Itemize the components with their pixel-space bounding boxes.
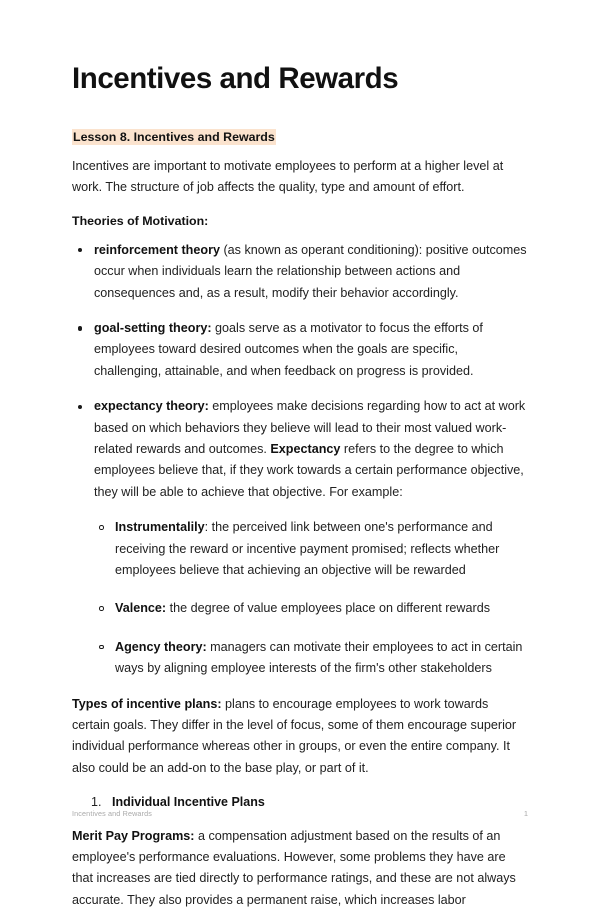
- lesson-heading-highlight: Lesson 8. Incentives and Rewards: [73, 129, 275, 144]
- subitem-body: : the perceived link between one's performance and receiving the reward or incentive payment promised; reflects whether employees believe that achieving an objective will be rewarded: [115, 520, 500, 578]
- merit-pay-body: a compensation adjustment based on the results of an employee's performance evaluations. However, some problems they have are that increases are tied directly to performance ratings, and these are not always accurate. They also provides a permanent raise, which increases labor: [72, 828, 516, 907]
- expectancy-subitem-list: [94, 517, 528, 679]
- theory-term: expectancy theory:: [94, 399, 209, 414]
- footer-page-number: 1: [523, 809, 528, 818]
- list-item: [72, 396, 528, 679]
- subitem-term: Valence:: [115, 601, 167, 616]
- list-item: [94, 637, 528, 680]
- list-item: [94, 517, 528, 581]
- subitem-term: Instrumentalily: [115, 520, 205, 535]
- page-title: Incentives and Rewards: [72, 62, 399, 95]
- theory-body-part2: refers to the degree to which employees believe that, if they work towards a certain performance objective, they will be able to achieve that objective. For example:: [94, 441, 524, 499]
- theory-body-part1: employees make decisions regarding how to act at work based on which behaviors they believe will lead to their most valued work-related rewards and outcomes.: [94, 399, 526, 456]
- lesson-heading: [72, 128, 528, 147]
- theories-list: [72, 240, 528, 680]
- theory-term: reinforcement theory: [94, 242, 220, 257]
- subitem-body: the degree of value employees place on different rewards: [166, 601, 491, 616]
- intro-paragraph: Incentives are important to motivate employees to perform at a higher level at work. The structure of job affects the quality, type and amount of effort.: [72, 158, 504, 195]
- theories-heading: Theories of Motivation:: [72, 213, 209, 228]
- theory-inline-bold: Expectancy: [270, 441, 341, 456]
- merit-pay-term: Merit Pay Programs:: [72, 828, 195, 843]
- merit-pay-paragraph: [72, 826, 528, 911]
- theory-term: goal-setting theory:: [94, 320, 212, 335]
- list-item: [72, 240, 528, 304]
- incentive-plans-paragraph: [72, 694, 528, 780]
- list-item: [94, 598, 528, 619]
- incentive-plans-body: plans to encourage employees to work towards certain goals. They differ in the level of focus, some of them encourage superior individual performance whereas other in groups, or even the entire company. It also could be an add-on to the base play, or part of it.: [72, 696, 517, 775]
- subitem-body: managers can motivate their employees to act in certain ways by aligning employee interests of the firm's other stakeholders: [115, 639, 523, 676]
- list-item: [72, 318, 528, 382]
- theory-body: goals serve as a motivator to focus the efforts of employees toward desired outcomes when the goals are specific, challenging, attainable, and when feedback on progress is provided.: [94, 320, 483, 378]
- theory-body: (as known as operant conditioning): positive outcomes occur when individuals learn the relationship between actions and consequences and, as a result, modify their behavior accordingly.: [94, 242, 527, 300]
- incentive-plans-term: Types of incentive plans:: [72, 696, 222, 711]
- list-item: Individual Incentive Plans: [112, 795, 265, 810]
- footer-label: Incentives and Rewards: [72, 809, 153, 818]
- page-footer: [0, 809, 600, 818]
- subitem-term: Agency theory:: [115, 639, 207, 654]
